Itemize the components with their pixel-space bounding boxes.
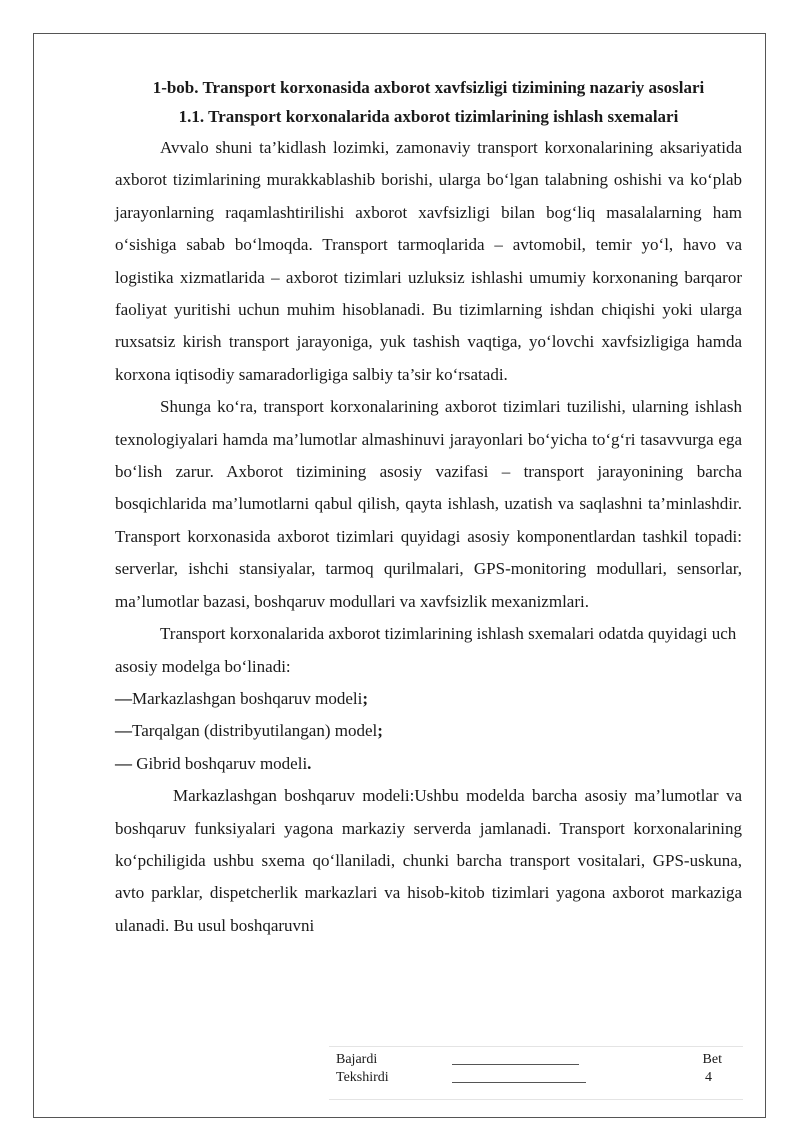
section-title: 1.1. Transport korxonalarida axborot tizimlarining ishlash sxemalari	[178, 107, 679, 126]
footer-row-bajardi	[336, 1051, 741, 1069]
chapter-title: 1-bob. Transport korxonasida axborot xavfsizligi tizimining nazariy asoslari	[152, 78, 705, 97]
footer-row-tekshirdi	[336, 1069, 741, 1087]
dash-marker: —	[115, 721, 132, 741]
list-item	[115, 715, 742, 747]
signature-line	[452, 1064, 579, 1065]
list-item-end: ;	[362, 688, 369, 708]
list-item-end: ;	[377, 721, 383, 741]
list-item	[115, 748, 742, 780]
dash-marker: —	[115, 753, 132, 773]
bet-label: Bet	[702, 1052, 722, 1067]
list-item-end: .	[307, 753, 312, 773]
paragraph-3: Transport korxonalarida axborot tizimlarining ishlash sxemalari odatda quyidagi uch asosiy modelga bo‘linadi:	[115, 624, 737, 676]
bajardi-label: Bajardi	[336, 1052, 378, 1067]
page-number: 4	[705, 1070, 712, 1085]
list-item	[115, 683, 742, 715]
tekshirdi-label: Tekshirdi	[336, 1070, 389, 1085]
paragraph-4: Markazlashgan boshqaruv modeli:Ushbu modelda barcha asosiy ma’lumotlar va boshqaruv funksiyalari yagona markaziy serverda jamlanadi. Transport korxonalarining ko‘pchiligida ushbu sxema qo‘llaniladi, chunki barcha transport vositalari, GPS-uskuna, avto parklar, dispetcherlik markazlari va hisob-kitob tizimlari yagona axborot markaziga ulanadi. Bu usul boshqaruvni	[115, 786, 742, 935]
list-item-text: Gibrid boshqaruv modeli	[132, 753, 308, 773]
paragraph-1: Avvalo shuni ta’kidlash lozimki, zamonaviy transport korxonalarining aksariyatida axborot tizimlarining murakkablashib borishi, ularga bo‘lgan talabning oshishi va ko‘plab jarayonlarning raqamlashtirilishi axborot xavfsizligi bilan bog‘liq masalalarning ham o‘sishiga sabab bo‘lmoqda. Transport tarmoqlarida – avtomobil, temir yo‘l, havo va logistika xizmatlarida – axborot tizimlari uzluksiz ishlashi umumiy korxonaning barqaror faoliyat yuritishi uchun muhim hisoblanadi. Bu tizimlarning ishdan chiqishi yoki ularga ruxsatsiz kirish transport jarayoniga, yuk tashish vaqtiga, yo‘lovchi xavfsizligiga hamda korxona iqtisodiy samaradorligiga salbiy ta’sir ko‘rsatadi.	[115, 138, 742, 384]
signature-line	[452, 1082, 586, 1083]
list-item-text: Markazlashgan boshqaruv modeli	[132, 688, 363, 708]
dash-marker: —	[115, 688, 132, 708]
paragraph-2: Shunga ko‘ra, transport korxonalarining axborot tizimlari tuzilishi, ularning ishlash texnologiyalari hamda ma’lumotlar almashinuvi jarayonlari bo‘yicha to‘g‘ri tasavvurga ega bo‘lish zarur. Axborot tizimining asosiy vazifasi – transport jarayonining barcha bosqichlarida ma’lumotlarni qabul qilish, qayta ishlash, uzatish va saqlashni ta’minlashdir. Transport korxonasida axborot tizimlari quyidagi asosiy komponentlardan tashkil topadi: serverlar, ishchi stansiyalar, tarmoq qurilmalari, GPS-monitoring modullari, sensorlar, ma’lumotlar bazasi, boshqaruv modullari va xavfsizlik mexanizmlari.	[115, 397, 742, 611]
list-item-text: Tarqalgan (distribyutilangan) model	[132, 721, 378, 741]
document-body	[115, 74, 742, 942]
stamp-block	[329, 1046, 743, 1100]
